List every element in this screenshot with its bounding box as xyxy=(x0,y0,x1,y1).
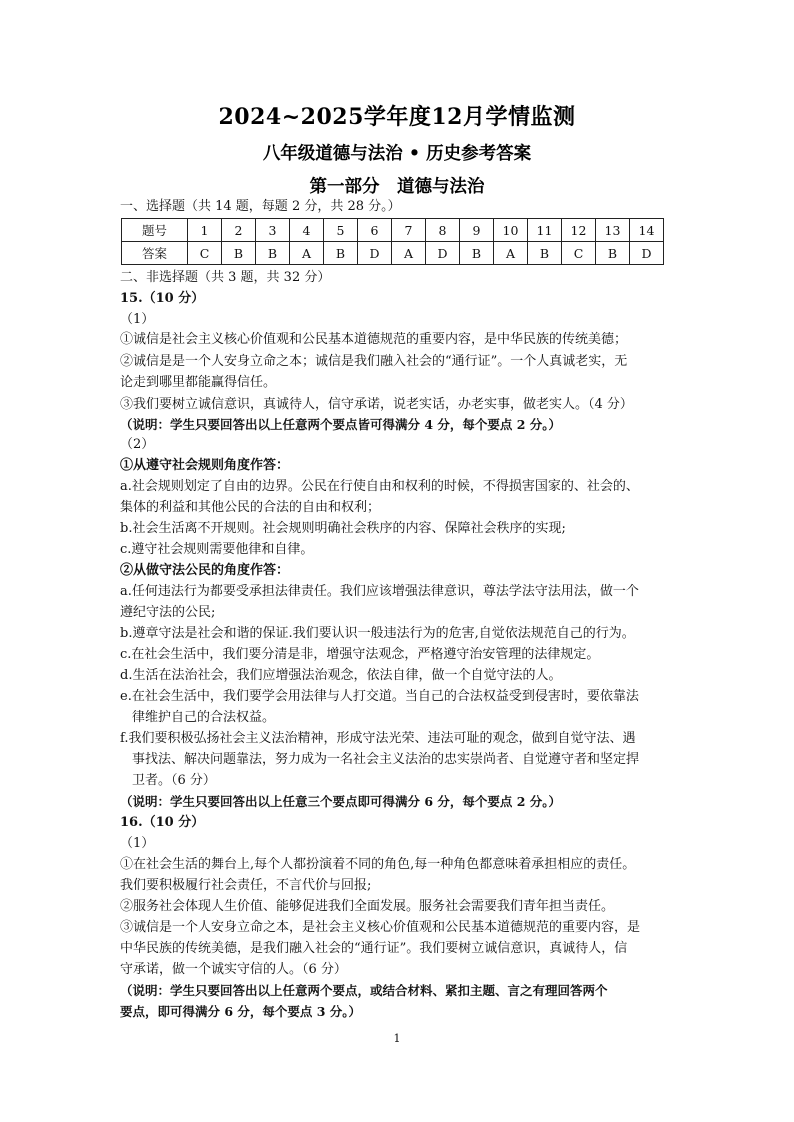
table-cell-number: 2 xyxy=(222,219,256,242)
table-cell-answer: A xyxy=(494,242,528,265)
q15-angle1-a-line1: a.社会规则划定了自由的边界。公民在行使自由和权利的时候，不得损害国家的、社会的、 xyxy=(120,479,639,494)
q16-point-1-line2: 我们要积极履行社会责任，不言代价与回报; xyxy=(120,878,372,893)
q15-angle2-e-line2: 律维护自己的合法权益。 xyxy=(132,710,276,725)
q15-angle2-d: d.生活在法治社会，我们应增强法治观念，依法自律，做一个自觉守法的人。 xyxy=(120,668,562,683)
q15-point-2-line2: 论走到哪里都能赢得信任。 xyxy=(120,375,277,390)
table-cell-number: 6 xyxy=(358,219,392,242)
table-cell-answer: B xyxy=(256,242,290,265)
table-cell-answer: A xyxy=(290,242,324,265)
q15-angle1-b: b.社会生活离不开规则。社会规则明确社会秩序的内容、保障社会秩序的实现; xyxy=(120,521,566,536)
table-cell-answer: B xyxy=(324,242,358,265)
part-title: 第一部分 道德与法治 xyxy=(309,177,485,197)
q16-title: 16.（10 分） xyxy=(120,815,205,830)
q15-point-2-line1: ②诚信是是一个人安身立命之本；诚信是我们融入社会的“通行证”。一个人真诚老实，无 xyxy=(120,354,628,369)
table-row-label: 答案 xyxy=(122,242,188,265)
q16-point-3-line2: 中华民族的传统美德，是我们融入社会的“通行证”。我们要树立诚信意识，真诚待人，信 xyxy=(120,941,628,956)
q15-point-1: ①诚信是社会主义核心价值观和公民基本道德规范的重要内容，是中华民族的传统美德； xyxy=(120,332,628,347)
table-cell-number: 12 xyxy=(562,219,596,242)
table-cell-number: 10 xyxy=(494,219,528,242)
q16-part1-label: （1） xyxy=(120,836,155,851)
q15-angle2-c: c.在社会生活中，我们要分清是非，增强守法观念，严格遵守治安管理的法律规定。 xyxy=(120,647,600,662)
q15-angle2-f-line1: f.我们要积极弘扬社会主义法治精神，形成守法光荣、违法可耻的观念，做到自觉守法、遇 xyxy=(120,731,636,746)
q15-angle2-a-line2: 遵纪守法的公民; xyxy=(120,605,216,620)
q15-angle2-a-line1: a.任何违法行为都要受承担法律责任。我们应该增强法律意识，尊法学法守法用法，做一个 xyxy=(120,584,639,599)
q16-point-3-line3: 守承诺，做一个诚实守信的人。（6 分） xyxy=(120,962,347,977)
page-number: 1 xyxy=(393,1032,401,1045)
answer-table xyxy=(121,218,664,265)
q15-part2-note: （说明：学生只要回答出以上任意三个要点即可得满分 6 分，每个要点 2 分。） xyxy=(120,794,562,809)
section2-heading: 二、非选择题（共 3 题，共 32 分） xyxy=(120,270,331,285)
table-cell-answer: B xyxy=(596,242,630,265)
table-cell-number: 11 xyxy=(528,219,562,242)
q15-angle2-b: b.遵章守法是社会和谐的保证.我们要认识一般违法行为的危害,自觉依法规范自己的行为。 xyxy=(120,626,635,641)
q16-point-1-line1: ①在社会生活的舞台上,每个人都扮演着不同的角色,每一种角色都意味着承担相应的责任。 xyxy=(120,857,636,872)
q15-part1-note: （说明：学生只要回答出以上任意两个要点皆可得满分 4 分，每个要点 2 分。） xyxy=(120,417,562,432)
q15-angle-1: ①从遵守社会规则角度作答： xyxy=(120,458,290,473)
q16-note-line1: （说明：学生只要回答出以上任意两个要点，或结合材料、紧扣主题、言之有理回答两个 xyxy=(120,983,608,998)
q16-point-2: ②服务社会体现人生价值、能够促进我们全面发展。服务社会需要我们青年担当责任。 xyxy=(120,899,615,914)
q15-part1-label: （1） xyxy=(120,312,155,327)
q15-angle1-c: c.遵守社会规则需要他律和自律。 xyxy=(120,542,314,557)
q15-title: 15.（10 分） xyxy=(120,291,205,306)
table-cell-answer: D xyxy=(630,242,664,265)
table-cell-answer: D xyxy=(426,242,460,265)
q15-part2-label: （2） xyxy=(120,437,155,452)
table-cell-answer: C xyxy=(562,242,596,265)
q15-angle2-f-line3: 卫者。（6 分） xyxy=(132,773,216,788)
table-cell-number: 14 xyxy=(630,219,664,242)
table-cell-answer: C xyxy=(188,242,222,265)
table-cell-number: 9 xyxy=(460,219,494,242)
table-cell-number: 3 xyxy=(256,219,290,242)
q15-angle1-a-line2: 集体的利益和其他公民的合法的自由和权利； xyxy=(120,500,381,515)
q16-note-line2: 要点，即可得满分 6 分，每个要点 3 分。） xyxy=(120,1004,362,1019)
table-cell-answer: A xyxy=(392,242,426,265)
table-row-answers xyxy=(122,242,664,265)
q15-angle2-e-line1: e.在社会生活中，我们要学会用法律与人打交道。当自己的合法权益受到侵害时，要依靠法 xyxy=(120,689,639,704)
table-cell-number: 1 xyxy=(188,219,222,242)
table-cell-answer: B xyxy=(528,242,562,265)
q15-angle2-f-line2: 事找法、解决问题靠法，努力成为一名社会主义法治的忠实崇尚者、自觉遵守者和坚定捍 xyxy=(132,752,640,767)
section1-heading: 一、选择题（共 14 题，每题 2 分，共 28 分。） xyxy=(120,199,401,214)
q15-angle-2: ②从做守法公民的角度作答： xyxy=(120,563,290,578)
table-cell-number: 5 xyxy=(324,219,358,242)
table-row-numbers xyxy=(122,219,664,242)
table-cell-answer: D xyxy=(358,242,392,265)
table-cell-answer: B xyxy=(222,242,256,265)
table-cell-number: 13 xyxy=(596,219,630,242)
table-row-label: 题号 xyxy=(122,219,188,242)
table-cell-number: 7 xyxy=(392,219,426,242)
document-title: 2024~2025学年度12月学情监测 xyxy=(218,104,576,130)
q15-point-3: ③我们要树立诚信意识，真诚待人，信守承诺，说老实话，办老实事，做老实人。（4 分） xyxy=(120,397,633,412)
q16-point-3-line1: ③诚信是一个人安身立命之本，是社会主义核心价值观和公民基本道德规范的重要内容，是 xyxy=(120,920,641,935)
document-subtitle: 八年级道德与法治 • 历史参考答案 xyxy=(262,144,532,164)
table-cell-answer: B xyxy=(460,242,494,265)
table-cell-number: 8 xyxy=(426,219,460,242)
table-cell-number: 4 xyxy=(290,219,324,242)
